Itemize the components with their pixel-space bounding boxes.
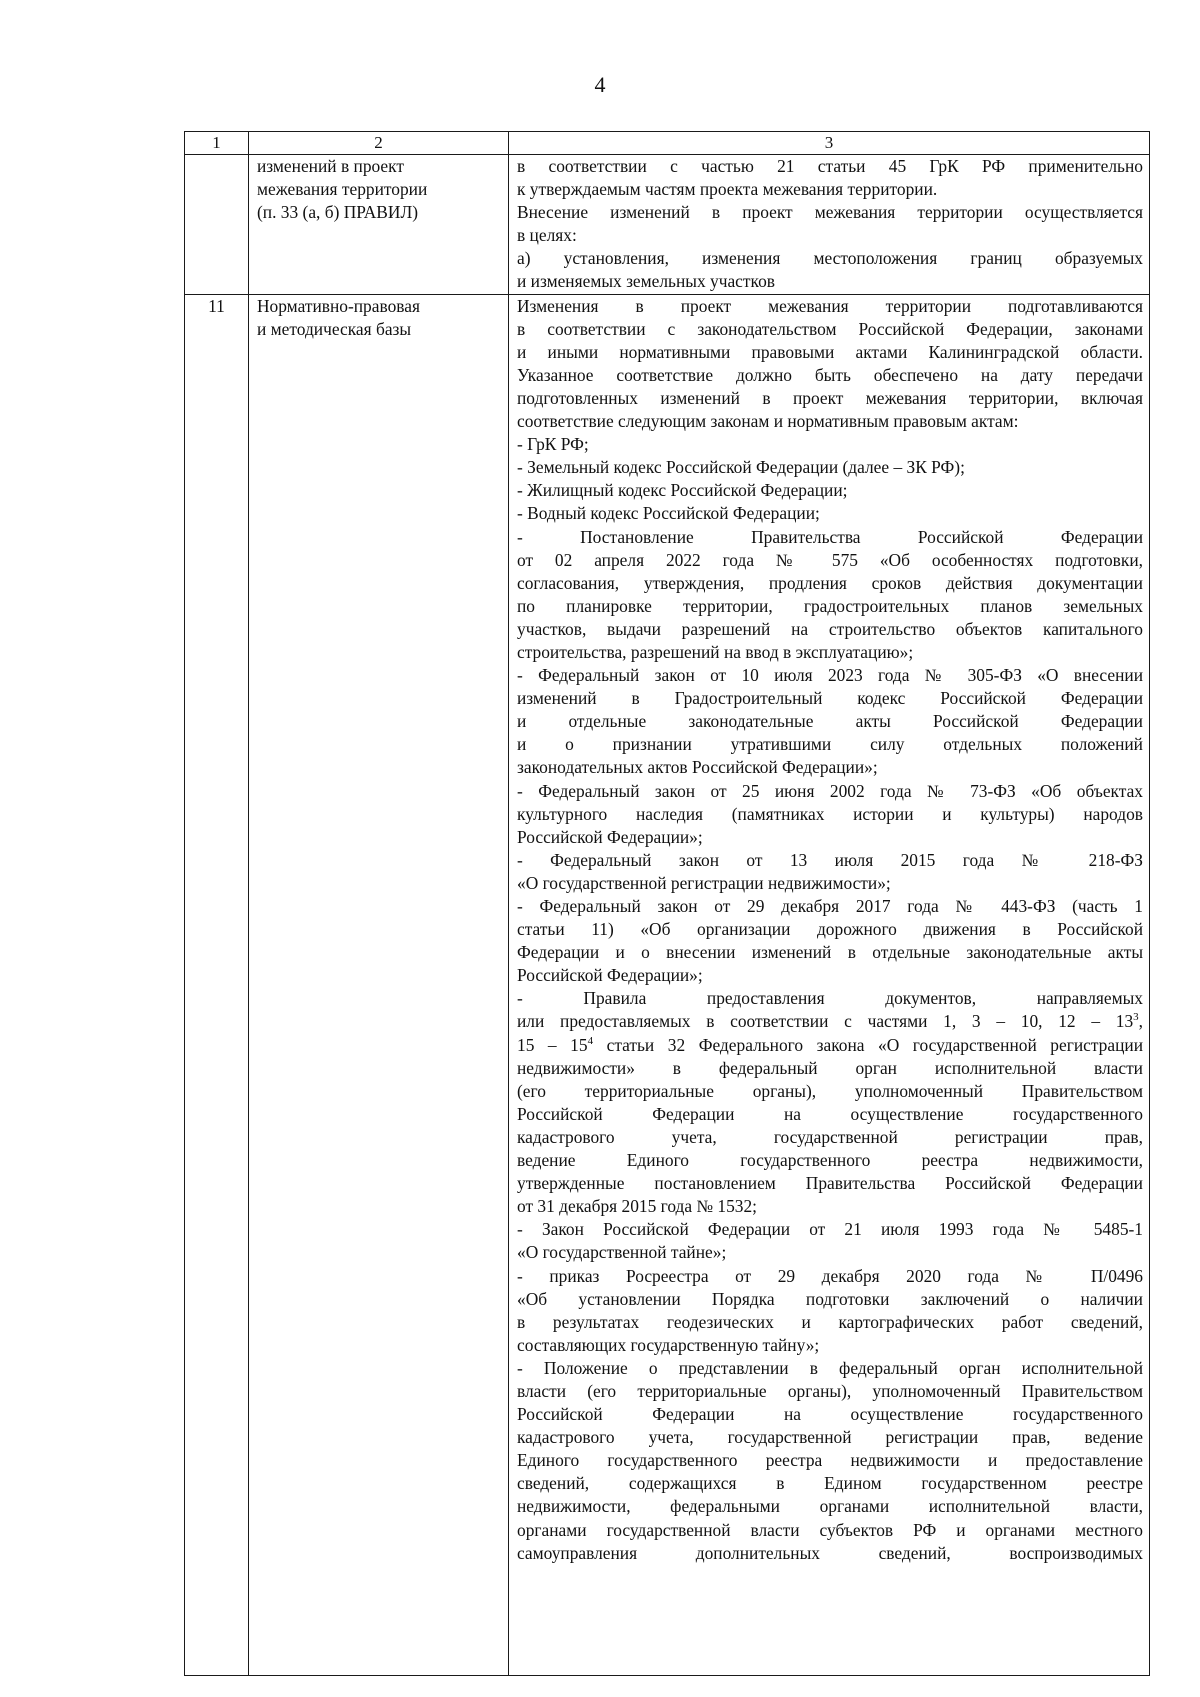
name-line: Нормативно-правовая xyxy=(257,295,420,316)
text-line: утвержденные постановлением Правительства Российской Федерации xyxy=(517,1173,1143,1194)
text-line: - Водный кодекс Российской Федерации; xyxy=(517,503,820,524)
text-line: «О государственной регистрации недвижимости»; xyxy=(517,872,891,893)
text-line: а) установления, изменения местоположения границ образуемых xyxy=(517,248,1143,269)
page-number: 4 xyxy=(594,72,606,97)
text-line: от 31 декабря 2015 года № 1532; xyxy=(517,1196,758,1217)
text-line: - Постановление Правительства Российской Федерации xyxy=(517,526,1143,547)
text-line: власти (его территориальные органы), уполномоченный Правительством xyxy=(517,1380,1143,1401)
text-line: «Об установлении Порядка подготовки заключений о наличии xyxy=(517,1288,1143,1309)
text-line: Российской Федерации на осуществление государственного xyxy=(517,1103,1143,1124)
text-line: Российской Федерации»; xyxy=(517,826,703,847)
row-name-cell xyxy=(249,294,509,1675)
name-line: (п. 33 (а, б) ПРАВИЛ) xyxy=(257,202,419,223)
text-line: (его территориальные органы), уполномоченный Правительством xyxy=(517,1080,1143,1101)
text-line: Федерации и о внесении изменений в отдельные законодательные акты xyxy=(517,942,1143,963)
text-fragment: 15 – 15 xyxy=(517,1034,588,1055)
text-line: Внесение изменений в проект межевания территории осуществляется xyxy=(517,202,1143,223)
name-line: межевания территории xyxy=(257,179,428,200)
text-line: кадастрового учета, государственной регистрации прав, ведение xyxy=(517,1427,1143,1448)
row-number-cell xyxy=(185,155,249,295)
text-line: строительства, разрешений на ввод в эксплуатацию»; xyxy=(517,641,914,662)
text-line: в соответствии с законодательством Российской Федерации, законами xyxy=(517,318,1143,339)
text-line: - Федеральный закон от 29 декабря 2017 года № 443-ФЗ (часть 1 xyxy=(517,896,1143,916)
text-line: и отдельные законодательные акты Российской Федерации xyxy=(517,711,1143,732)
requirements-table xyxy=(184,131,1150,1676)
table-header-row xyxy=(185,132,1150,155)
text-line: по планировке территории, градостроительных планов земельных xyxy=(517,595,1143,616)
text-line: и о признании утратившими силу отдельных положений xyxy=(517,734,1143,755)
text-line: - приказ Росреестра от 29 декабря 2020 года № П/0496 xyxy=(517,1265,1143,1286)
text-line: - Земельный кодекс Российской Федерации (далее – ЗК РФ); xyxy=(517,457,965,478)
name-line: и методическая базы xyxy=(257,318,412,339)
table-row-11 xyxy=(185,294,1150,1675)
row-number-cell: 11 xyxy=(185,294,249,1675)
text-line: кадастрового учета, государственной регистрации прав, xyxy=(517,1126,1143,1147)
text-line: в целях: xyxy=(517,225,577,246)
text-line: сведений, содержащихся в Едином государственном реестре xyxy=(517,1473,1143,1494)
text-line: и иными нормативными правовыми актами Калининградской области. xyxy=(517,341,1143,362)
text-line xyxy=(517,1034,1143,1057)
text-line: недвижимости» в федеральный орган исполнительной власти xyxy=(517,1057,1143,1078)
text-line: законодательных актов Российской Федерации»; xyxy=(517,757,878,778)
text-line: Изменения в проект межевания территории подготавливаются xyxy=(517,295,1143,316)
text-line: Российской Федерации»; xyxy=(517,965,703,986)
table-row-continued xyxy=(185,155,1150,295)
text-line: - Правила предоставления документов, направляемых xyxy=(517,988,1143,1009)
column-number-2: 2 xyxy=(249,132,509,155)
column-number-3: 3 xyxy=(509,132,1150,155)
text-line: соответствие следующим законам и нормативным правовым актам: xyxy=(517,411,1019,432)
text-line: - Положение о представлении в федеральный орган исполнительной xyxy=(517,1357,1143,1378)
text-line: - Федеральный закон от 13 июля 2015 года № 218-ФЗ xyxy=(517,849,1143,870)
text-line: участков, выдачи разрешений на строительство объектов капитального xyxy=(517,618,1143,639)
text-line: ведение Единого государственного реестра недвижимости, xyxy=(517,1150,1143,1171)
text-fragment: , xyxy=(1138,1011,1143,1032)
text-line: в соответствии с частью 21 статьи 45 ГрК РФ применительно xyxy=(517,156,1143,176)
text-line: органами государственной власти субъектов РФ и органами местного xyxy=(517,1519,1143,1540)
text-line: - Федеральный закон от 10 июля 2023 года № 305-ФЗ «О внесении xyxy=(517,665,1143,686)
text-fragment: или предоставляемых в соответствии с частями 1, 3 – 10, 12 – 13 xyxy=(517,1011,1134,1032)
text-line: Указанное соответствие должно быть обеспечено на дату передачи xyxy=(517,364,1143,385)
text-line: - Жилищный кодекс Российской Федерации; xyxy=(517,480,848,501)
text-line: к утверждаемым частям проекта межевания территории. xyxy=(517,179,938,200)
text-line: статьи 11) «Об организации дорожного движения в Российской xyxy=(517,919,1143,940)
text-line: недвижимости, федеральными органами исполнительной власти, xyxy=(517,1496,1143,1517)
text-line: подготовленных изменений в проект межевания территории, включая xyxy=(517,387,1143,408)
row-text-cell xyxy=(509,294,1150,1675)
text-line: изменений в Градостроительный кодекс Российской Федерации xyxy=(517,688,1143,709)
text-line: Российской Федерации на осуществление государственного xyxy=(517,1404,1143,1425)
text-fragment: статьи 32 Федерального закона «О государственной регистрации xyxy=(593,1034,1144,1055)
text-line: культурного наследия (памятниках истории и культуры) народов xyxy=(517,803,1143,824)
text-line: - Федеральный закон от 25 июня 2002 года № 73-ФЗ «Об объектах xyxy=(517,780,1143,801)
row-text-cell xyxy=(509,155,1150,295)
text-line xyxy=(517,1010,1143,1033)
text-line: - ГрК РФ; xyxy=(517,434,589,455)
text-line: Единого государственного реестра недвижимости и предоставление xyxy=(517,1450,1143,1471)
text-line: самоуправления дополнительных сведений, воспроизводимых xyxy=(517,1542,1143,1563)
text-line: от 02 апреля 2022 года № 575 «Об особенностях подготовки, xyxy=(517,549,1143,570)
text-line: и изменяемых земельных участков xyxy=(517,271,775,292)
row-name-cell xyxy=(249,155,509,295)
text-line: составляющих государственную тайну»; xyxy=(517,1334,820,1355)
name-line: изменений в проект xyxy=(257,156,404,176)
text-line: согласования, утверждения, продления сроков действия документации xyxy=(517,572,1143,593)
text-line: «О государственной тайне»; xyxy=(517,1242,727,1263)
text-line: - Закон Российской Федерации от 21 июля 1993 года № 5485-1 xyxy=(517,1219,1143,1240)
column-number-1: 1 xyxy=(185,132,249,155)
superscript: 4 xyxy=(587,1034,594,1047)
superscript: 3 xyxy=(1133,1011,1139,1024)
text-line: в результатах геодезических и картографических работ сведений, xyxy=(517,1311,1143,1332)
